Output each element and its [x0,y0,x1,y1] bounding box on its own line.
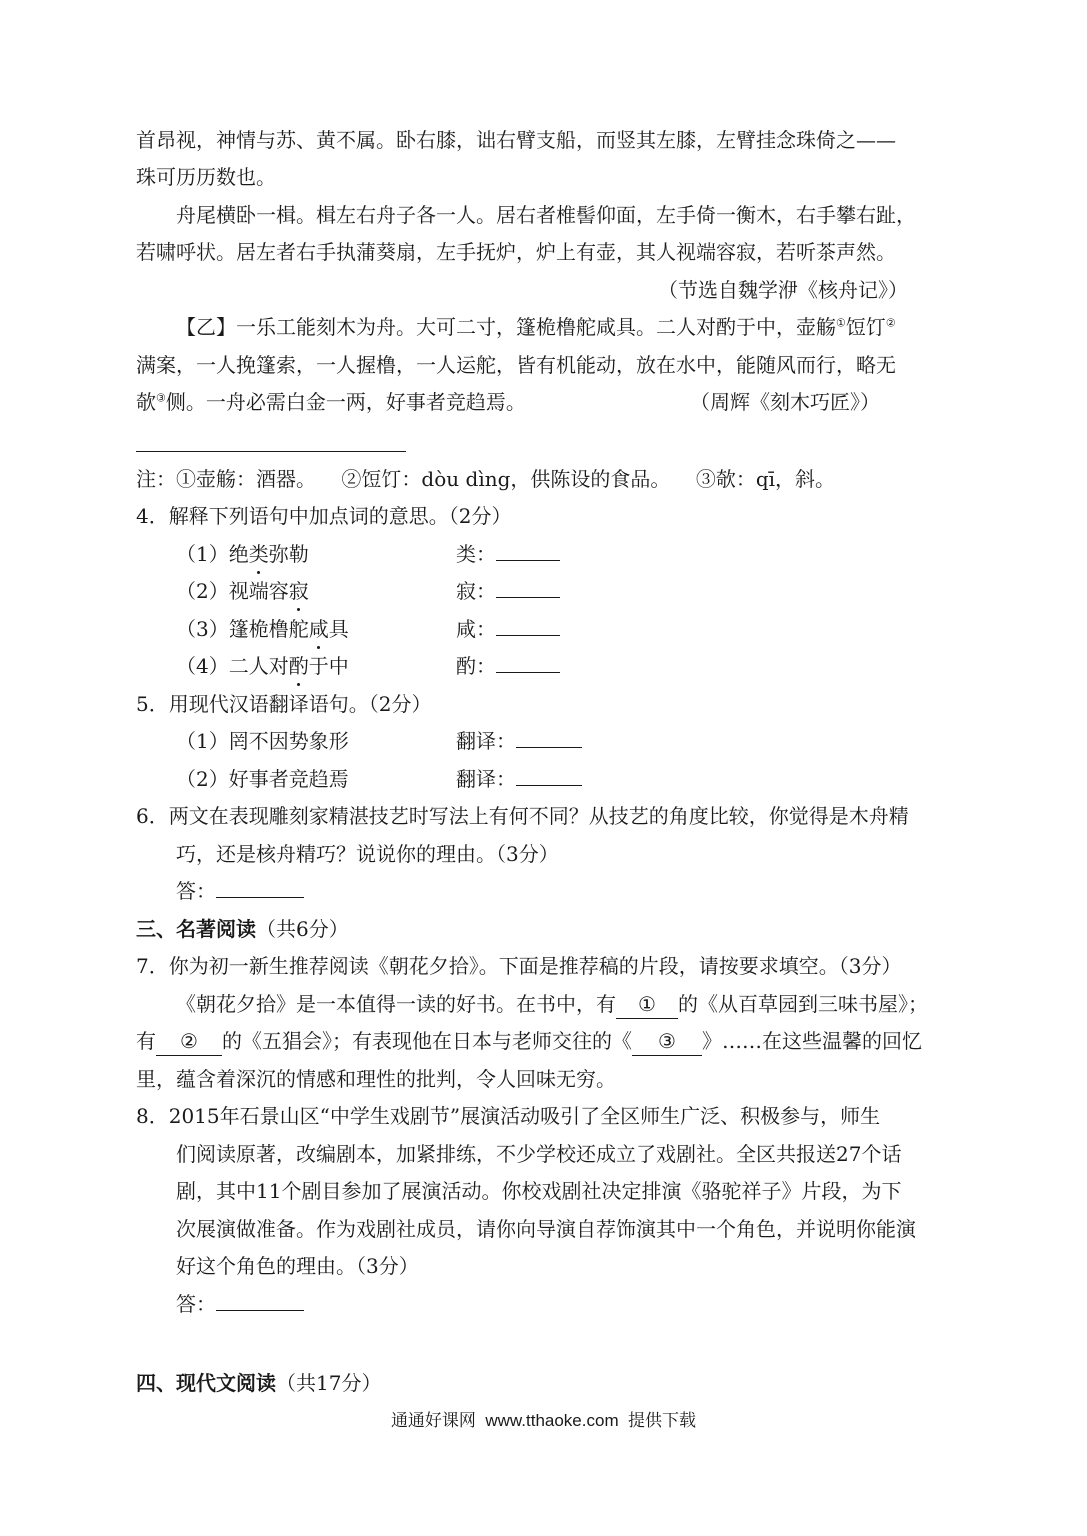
passage-jia-source: （节选自魏学洢《核舟记》） [658,278,908,302]
q4-item-text: 弥勒 [268,542,309,566]
dotted-word: 类 [248,542,269,566]
section-title: 三、名著阅读 [136,917,256,941]
page-footer: 通通好课网 www.tthaoke.com 提供下载 [390,1411,697,1430]
passage-yi-line [176,313,896,341]
passage-jia-line: 珠可历历数也。 [136,165,276,189]
question-7-line [176,990,928,1019]
answer-blank[interactable] [516,765,582,786]
q6-answer [176,877,304,905]
passage-jia-line: 舟尾横卧一楫。楫左右舟子各一人。居右者椎髻仰面，左手倚一衡木，右手攀右趾， [176,203,916,227]
q4-answer [456,615,560,643]
answer-blank[interactable] [496,615,560,636]
dotted-word: 寂 [288,579,309,603]
q4-answer [456,652,560,680]
footnote-marker: ② [885,316,896,330]
answer-blank[interactable] [216,1290,304,1311]
q5-answer [456,765,582,793]
q7-text: 的《五猖会》；有表现他在日本与老师交往的《 [222,1029,632,1053]
q8-answer [176,1290,304,1318]
question-5-title: 5．用现代汉语翻译语句。（2分） [136,692,432,716]
answer-label: 答： [176,1292,216,1316]
q4-item-text: （2）视端容 [176,579,289,603]
answer-label: 咸： [456,617,496,641]
passage-text: 侧。一舟必需白金一两，好事者竞趋焉。 [165,390,526,414]
question-7-line: 里，蕴含着深沉的情感和理性的批判，令人回味无穷。 [136,1067,616,1091]
fill-blank-3[interactable]: ③ [632,1027,702,1056]
q7-text: 《朝花夕拾》是一本值得一读的好书。在书中，有 [176,992,616,1016]
q4-item-text: 于中 [308,654,349,678]
answer-label: 类： [456,542,496,566]
question-4-title: 4．解释下列语句中加点词的意思。（2分） [136,504,512,528]
q5-answer [456,727,582,755]
section-4-heading [136,1369,381,1397]
footnote-marker: ③ [156,391,166,405]
q7-text: 有 [136,1029,156,1053]
passage-text: 一乐工能刻木为舟。大可二寸，篷桅橹舵咸具。二人对酌于中，壶觞 [236,315,836,339]
passage-yi-source: （周辉《刻木巧匠》） [690,390,880,414]
q4-item [176,615,349,643]
question-6-line: 巧，还是核舟精巧？说说你的理由。（3分） [176,842,559,866]
q4-item-text: （4）二人对 [176,654,289,678]
section-score: （共17分） [276,1371,382,1395]
question-6-line: 6．两文在表现雕刻家精湛技艺时写法上有何不同？从技艺的角度比较，你觉得是木舟精 [136,804,909,828]
q4-item [176,652,349,680]
answer-label: 酌： [456,654,496,678]
q4-item-text: 具 [328,617,349,641]
answer-label: 翻译： [456,729,516,753]
answer-label: 翻译： [456,767,516,791]
section-title: 四、现代文阅读 [136,1371,276,1395]
passage-jia-line: 若啸呼状。居左者右手执蒲葵扇，左手抚炉，炉上有壶，其人视端容寂，若听茶声然。 [136,240,896,264]
answer-blank[interactable] [516,727,582,748]
passage-yi-line: 满案，一人挽篷索，一人握橹，一人运舵，皆有机能动，放在水中，能随风而行，略无 [136,353,896,377]
footnote-divider [136,451,406,452]
question-7-line [136,1027,922,1056]
question-8-line: 次展演做准备。作为戏剧社成员，请你向导演自荐饰演其中一个角色，并说明你能演 [176,1217,916,1241]
q4-answer [456,540,560,568]
question-8-line: 们阅读原著，改编剧本，加紧排练，不少学校还成立了戏剧社。全区共报送27个话 [176,1142,902,1166]
passage-text: 欹 [136,390,156,414]
answer-label: 寂： [456,579,496,603]
dotted-word: 酌 [288,654,309,678]
q4-item [176,577,309,605]
q5-item: （1）罔不因势象形 [176,729,349,753]
q4-item [176,540,309,568]
passage-yi-label: 【乙】 [176,315,236,339]
passage-yi-line [136,388,526,416]
question-8-line: 剧，其中11个剧目参加了展演活动。你校戏剧社决定排演《骆驼祥子》片段，为下 [176,1179,902,1203]
q4-item-text: （1）绝 [176,542,249,566]
q4-answer [456,577,560,605]
q4-item-text: （3）篷桅橹舵 [176,617,309,641]
question-7-title: 7．你为初一新生推荐阅读《朝花夕拾》。下面是推荐稿的片段，请按要求填空。（3分） [136,954,902,978]
question-8-line: 好这个角色的理由。（3分） [176,1254,419,1278]
footnote-marker: ① [836,316,846,330]
answer-blank[interactable] [496,652,560,673]
passage-text: 饾饤 [845,315,886,339]
section-3-heading [136,915,349,943]
answer-blank[interactable] [496,577,560,598]
footnotes: 注：①壶觞：酒器。 ②饾饤：dòu dìng，供陈设的食品。 ③欹：qī，斜。 [136,467,836,491]
fill-blank-2[interactable]: ② [156,1027,222,1056]
dotted-word: 咸 [308,617,329,641]
answer-blank[interactable] [216,877,304,898]
q7-text: 的《从百草园到三味书屋》； [678,992,928,1016]
q5-item: （2）好事者竞趋焉 [176,767,349,791]
section-score: （共6分） [256,917,349,941]
question-8-line: 8．2015年石景山区“中学生戏剧节”展演活动吸引了全区师生广泛、积极参与，师生 [136,1104,881,1128]
answer-label: 答： [176,879,216,903]
q7-text: 》……在这些温馨的回忆 [702,1029,922,1053]
passage-jia-line: 首昂视，神情与苏、黄不属。卧右膝，诎右臂支船，而竖其左膝，左臂挂念珠倚之—— [136,128,896,152]
answer-blank[interactable] [496,540,560,561]
fill-blank-1[interactable]: ① [616,990,678,1019]
